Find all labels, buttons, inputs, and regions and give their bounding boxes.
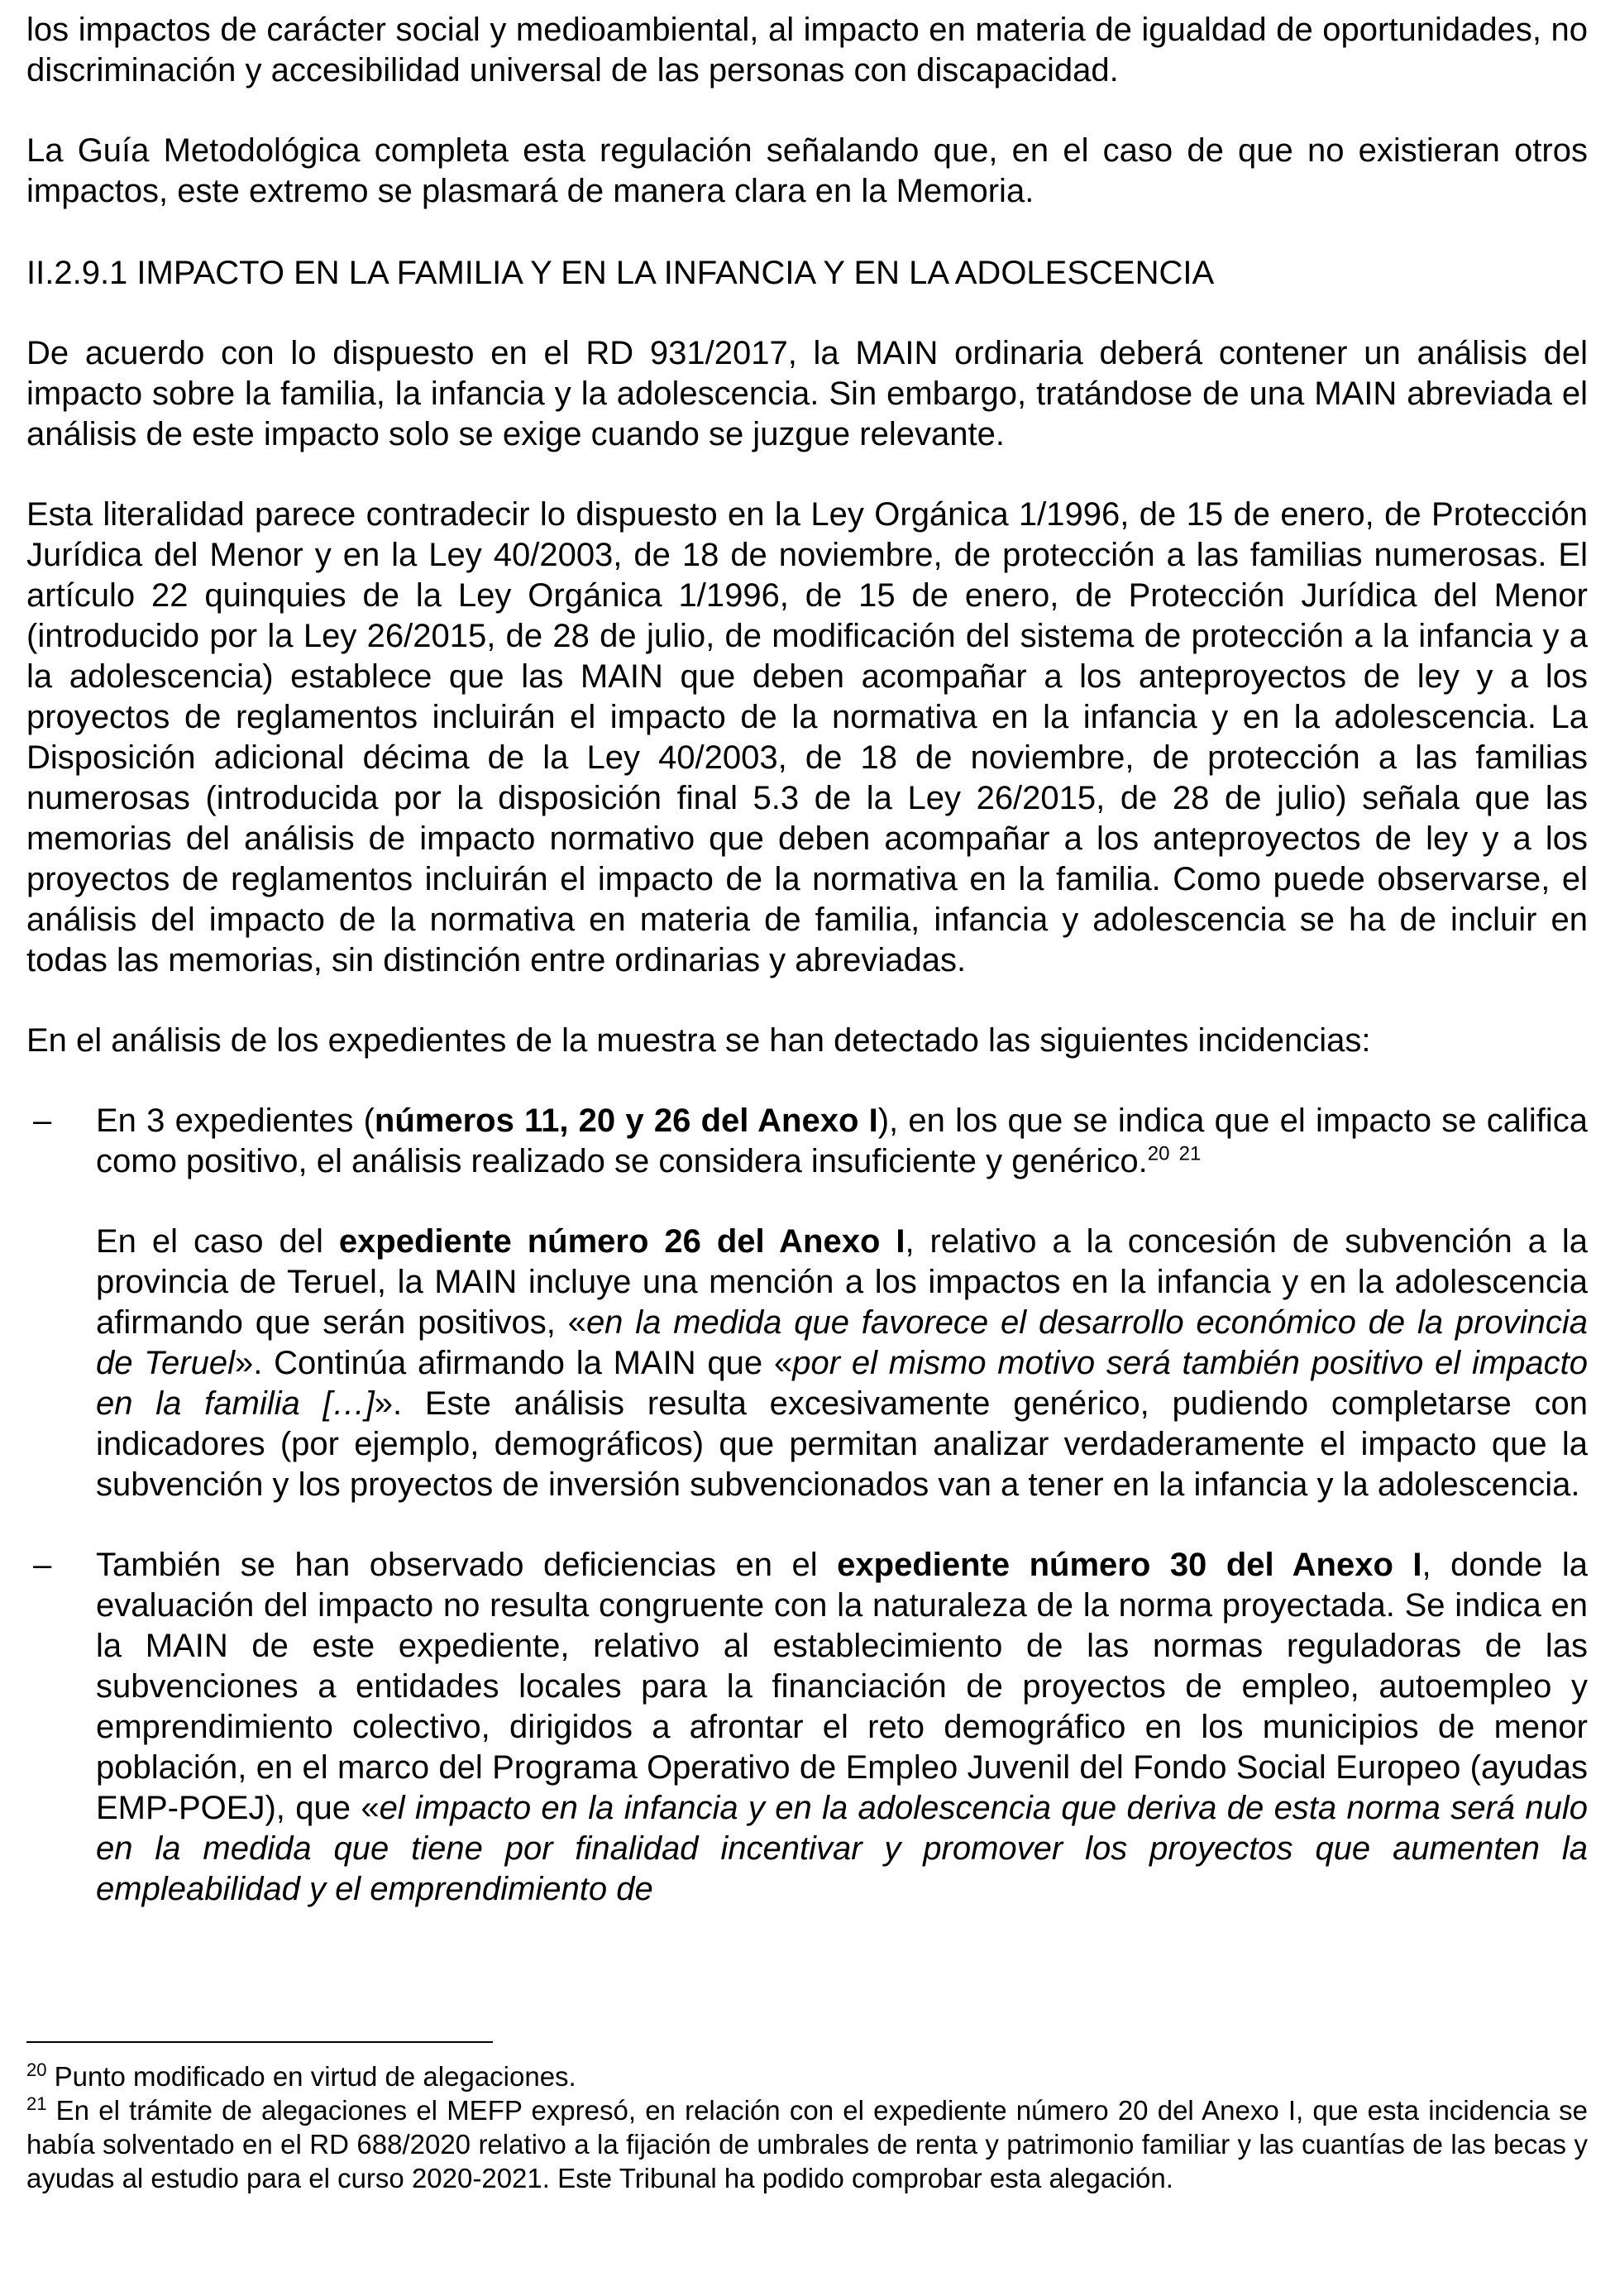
bold-reference: expediente número 30 del Anexo I: [837, 1547, 1422, 1583]
italic-quote: en la medida que favorece el desarrollo económico de la provincia de Teruel: [96, 1304, 1589, 1381]
paragraph-incidencias-intro: En el análisis de los expedientes de la muestra se han detectado las siguientes incidencias:: [26, 1022, 1371, 1059]
footnote-number: 21: [26, 2093, 47, 2114]
incidencias-list: [26, 1101, 1588, 1910]
list-item: [26, 1545, 1588, 1910]
footnote-ref-20[interactable]: 20: [1147, 1142, 1170, 1165]
list-item: [26, 1101, 1588, 1505]
footnotes: [26, 2059, 1588, 2195]
italic-quote: por el mismo motivo será también positivo el impacto en la familia […]: [96, 1345, 1589, 1422]
paragraph-rd-931: De acuerdo con lo dispuesto en el RD 931/2017, la MAIN ordinaria deberá contener un análisis del impacto sobre la familia, la infancia y la adolescencia. Sin embargo, tratándose de una MAIN abreviada el análisis de este impacto solo se exige cuando se juzgue relevante.: [26, 335, 1588, 452]
paragraph-ley-organica: Esta literalidad parece contradecir lo dispuesto en la Ley Orgánica 1/1996, de 15 de enero, de Protección Jurídica del Menor y en la Ley 40/2003, de 18 de noviembre, de protección a las familias numerosas. El artículo 22 quinquies de la Ley Orgánica 1/1996, de 15 de enero, de Protección Jurídica del Menor (introducido por la Ley 26/2015, de 28 de julio, de modificación del sistema de protección a la infancia y a la adolescencia) establece que las MAIN que deben acompañar a los anteproyectos de ley y a los proyectos de reglamentos incluirán el impacto de la normativa en la infancia y en la adolescencia. La Disposición adicional décima de la Ley 40/2003, de 18 de noviembre, de protección a las familias numerosas (introducida por la disposición final 5.3 de la Ley 26/2015, de 28 de julio) señala que las memorias del análisis de impacto normativo que deben acompañar a los anteproyectos de ley y a los proyectos de reglamentos incluirán el impacto de la normativa en la familia. Como puede observarse, el análisis del impacto de la normativa en materia de familia, infancia y adolescencia se ha de incluir en todas las memorias, sin distinción entre ordinarias y abreviadas.: [26, 496, 1588, 978]
italic-quote: el impacto en la infancia y en la adolescencia que deriva de esta norma será nulo en la medida que tiene por finalidad incentivar y promover los proyectos que aumenten la empleabilidad y el emprendimiento de: [96, 1790, 1588, 1907]
footnote-number: 20: [26, 2059, 47, 2080]
dash-bullet: –: [33, 1547, 52, 1583]
footnote-21: $^{21}$ En el trámite de alegaciones el MEFP expresó, en relación con el expediente número 20 del Anexo I, que esta incidencia se había solventado en el RD 688/2020 relativo a la fijación de umbrales de renta y patrimonio familiar y las cuantías de las becas y ayudas al estudio para el curso 2020-2021. Este Tribunal ha podido comprobar esta alegación.: [26, 2093, 1588, 2193]
document-page: [26, 10, 1588, 1910]
item-expediente-26-detail: En el caso del expediente número 26 del Anexo I, relativo a la concesión de subvención a la provincia de Teruel, la MAIN incluye una mención a los impactos en la infancia y en la adolescencia afirmando que serán positivos, «en la medida que favorece el desarrollo económico de la provincia de Teruel». Continúa afirmando la MAIN que «por el mismo motivo será también positivo el impacto en la familia […]». Este análisis resulta excesivamente genérico, pudiendo completarse con indicadores (por ejemplo, demográficos) que permitan analizar verdaderamente el impacto que la subvención y los proyectos de inversión subvencionados van a tener en la infancia y la adolescencia.: [96, 1223, 1589, 1503]
bold-reference: números 11, 20 y 26 del Anexo I: [374, 1103, 878, 1139]
item-expediente-30: También se han observado deficiencias en el expediente número 30 del Anexo I, donde la evaluación del impacto no resulta congruente con la naturaleza de la norma proyectada. Se indica en la MAIN de este expediente, relativo al establecimiento de las normas reguladoras de las subvenciones a entidades locales para la financiación de proyectos de empleo, autoempleo y emprendimiento colectivo, dirigidos a afrontar el reto demográfico en los municipios de menor población, en el marco del Programa Operativo de Empleo Juvenil del Fondo Social Europeo (ayudas EMP-POEJ), que «el impacto en la infancia y en la adolescencia que deriva de esta norma será nulo en la medida que tiene por finalidad incentivar y promover los proyectos que aumenten la empleabilidad y el emprendimiento de: [96, 1547, 1588, 1907]
item-expedientes-11-20-26: En 3 expedientes (números 11, 20 y 26 del Anexo I), en los que se indica que el impacto se califica como positivo, el análisis realizado se considera insuficiente y genérico.$^{20}$ $^{21}$: [96, 1103, 1589, 1179]
section-heading: II.2.9.1 IMPACTO EN LA FAMILIA Y EN LA INFANCIA Y EN LA ADOLESCENCIA: [26, 255, 1215, 291]
footnote-separator: [26, 2041, 493, 2043]
paragraph-intro: los impactos de carácter social y medioambiental, al impacto en materia de igualdad de oportunidades, no discriminación y accesibilidad universal de las personas con discapacidad.: [26, 12, 1588, 88]
footnote-20: $^{20}$ Punto modificado en virtud de alegaciones.: [26, 2059, 576, 2092]
footnote-ref-21[interactable]: 21: [1178, 1142, 1202, 1165]
bold-reference: expediente número 26 del Anexo I: [338, 1223, 905, 1260]
paragraph-guia-metodologica: La Guía Metodológica completa esta regulación señalando que, en el caso de que no existieran otros impactos, este extremo se plasmará de manera clara en la Memoria.: [26, 132, 1588, 209]
dash-bullet: –: [33, 1103, 52, 1139]
